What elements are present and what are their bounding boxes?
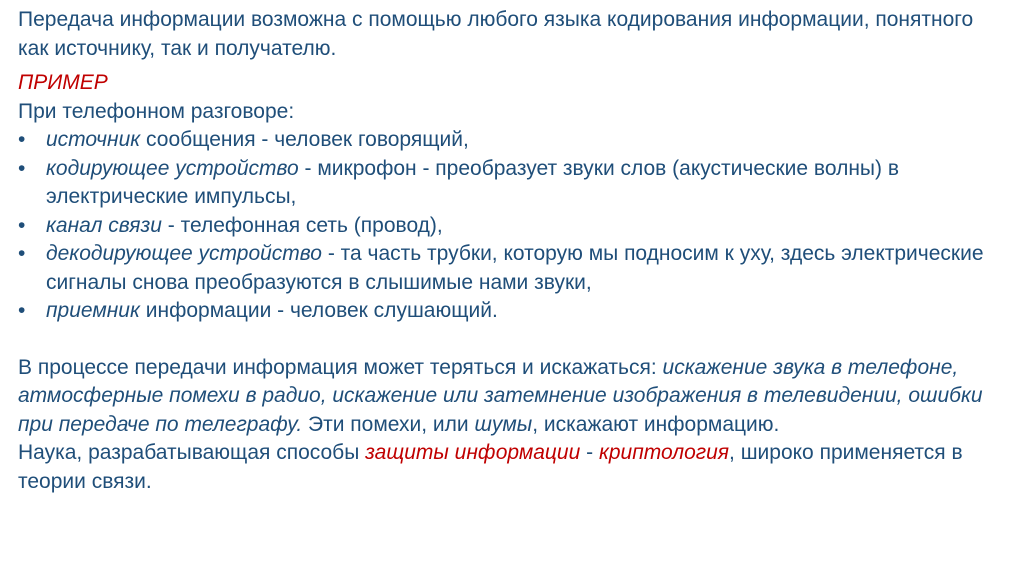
bullet-text: сообщения - человек говорящий, [140, 128, 469, 151]
intro-paragraph: Передача информации возможна с помощью любого языка кодирования информации, понятного как источнику, так и получателю. [18, 8, 974, 60]
bullet-term: источник [46, 128, 141, 151]
bullet-text: информации - человек слушающий. [139, 299, 498, 322]
bullet-item [18, 155, 1008, 212]
bullet-item [18, 126, 1008, 155]
cryptology-dash: - [580, 441, 599, 464]
noise-term: шумы [474, 412, 533, 436]
distortion-paragraph [18, 354, 1008, 440]
example-intro: При телефонном разговоре: [18, 99, 295, 123]
slide-text [18, 6, 1008, 496]
bullet-text: - телефонная сеть (провод), [161, 213, 443, 237]
paragraph-spacer [18, 326, 1008, 354]
bullet-mark: • [18, 213, 26, 237]
bullet-text: - та часть трубки, которую мы подносим к уху, здесь электрические сигналы снова преобразуются в слышимые нами звуки, [46, 242, 984, 294]
bullet-mark: • [18, 242, 26, 265]
example-label: ПРИМЕР [18, 71, 108, 94]
bullet-term: декодирующее устройство [46, 242, 322, 265]
cryptology-tail: , широко применяется в теории связи. [18, 441, 963, 493]
bullet-term: приемник [46, 299, 140, 322]
cryptology-term: криптология [598, 441, 730, 464]
bullet-term: канал связи [46, 213, 162, 237]
bullet-mark: • [18, 299, 26, 322]
bullet-list [18, 126, 1008, 326]
bullet-mark: • [18, 128, 26, 151]
distortion-mid: Эти помехи, или [302, 412, 475, 436]
distortion-examples: искажение звука в телефоне, атмосферные помехи в радио, искажение или затемнение изображения в телевидении, ошибки при передаче по телеграфу. [18, 355, 983, 436]
bullet-item [18, 212, 1008, 241]
bullet-item [18, 240, 1008, 297]
distortion-tail: , искажают информацию. [532, 412, 780, 436]
protection-term: защиты информации [365, 441, 581, 464]
bullet-item [18, 297, 1008, 326]
bullet-term: кодирующее устройство [46, 156, 299, 180]
cryptology-paragraph [18, 439, 1008, 496]
distortion-lead: В процессе передачи информация может теряться и искажаться: [18, 355, 663, 379]
cryptology-lead: Наука, разрабатывающая способы [18, 441, 366, 464]
bullet-text: - микрофон - преобразует звуки слов (акустические волны) в электрические импульсы, [46, 156, 899, 208]
bullet-mark: • [18, 156, 26, 180]
